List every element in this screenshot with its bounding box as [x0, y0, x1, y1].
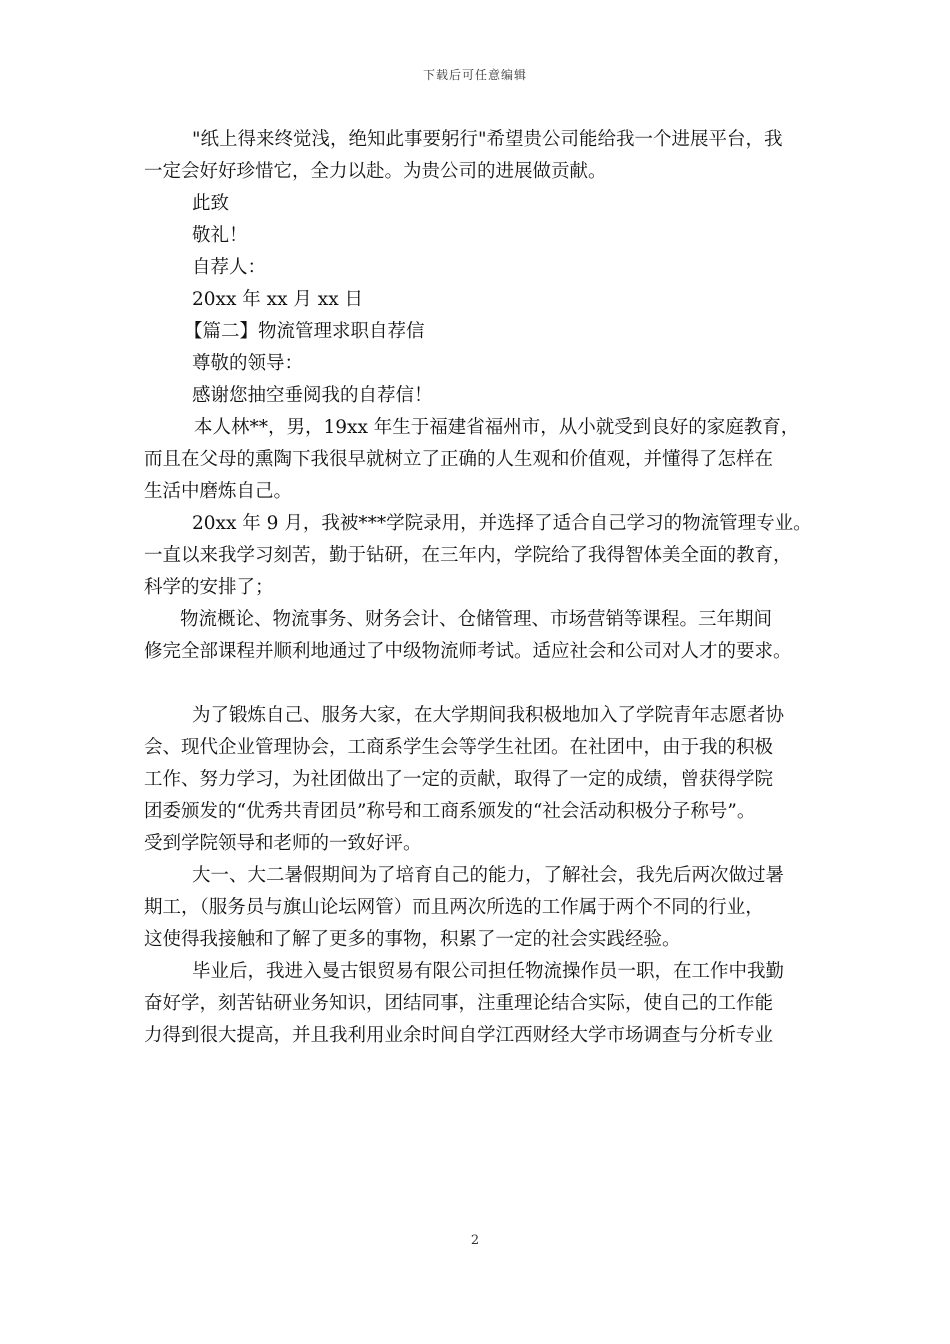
- text-line: 20xx 年 9 月，我被***学院录用，并选择了适合自己学习的物流管理专业。: [192, 513, 812, 534]
- text-line: 团委颁发的“优秀共青团员”称号和工商系颁发的“社会活动积极分子称号”。: [144, 801, 756, 822]
- text-line: 工作、努力学习，为社团做出了一定的贡献，取得了一定的成绩，曾获得学院: [144, 769, 774, 790]
- text-line: 尊敬的领导：: [192, 353, 304, 374]
- document-body: [144, 124, 816, 1052]
- text-line: 本人林**，男，19xx 年生于福建省福州市，从小就受到良好的家庭教育，: [194, 417, 800, 438]
- text-line: 科学的安排了；: [144, 577, 274, 598]
- text-line: "纸上得来终觉浅，绝知此事要躬行"希望贵公司能给我一个进展平台，我: [192, 129, 783, 150]
- page-number: 2: [470, 1233, 480, 1248]
- text-line: 此致: [192, 193, 230, 214]
- text-line: 会、现代企业管理协会，工商系学生会等学生社团。在社团中，由于我的积极: [144, 737, 774, 758]
- text-line: 20xx 年 xx 月 xx 日: [192, 289, 364, 310]
- text-line: 为了锻炼自己、服务大家，在大学期间我积极地加入了学院青年志愿者协: [192, 705, 785, 726]
- text-line: 物流概论、物流事务、财务会计、仓储管理、市场营销等课程。三年期间: [180, 609, 773, 630]
- text-line: 自荐人：: [192, 257, 267, 278]
- text-line: 受到学院领导和老师的一致好评。: [144, 833, 422, 854]
- text-line: 力得到很大提高，并且我利用业余时间自学江西财经大学市场调查与分析专业: [144, 1025, 774, 1046]
- text-line: 这使得我接触和了解了更多的事物，积累了一定的社会实践经验。: [144, 929, 681, 950]
- text-line: 敬礼！: [192, 225, 248, 246]
- text-line: 大一、大二暑假期间为了培育自己的能力，了解社会，我先后两次做过暑: [192, 865, 785, 886]
- text-line: 一定会好好珍惜它，全力以赴。为贵公司的进展做贡献。: [144, 161, 607, 182]
- text-line: 生活中磨炼自己。: [144, 481, 293, 502]
- paragraph-gap: [144, 668, 816, 700]
- text-line: 毕业后，我进入曼古银贸易有限公司担任物流操作员一职，在工作中我勤: [192, 961, 785, 982]
- text-line: 一直以来我学习刻苦，勤于钻研，在三年内，学院给了我得智体美全面的教育，: [144, 545, 792, 566]
- section-heading: 【篇二】物流管理求职自荐信: [184, 321, 425, 342]
- text-line: 奋好学，刻苦钻研业务知识，团结同事，注重理论结合实际，使自己的工作能: [144, 993, 774, 1014]
- text-line: 感谢您抽空垂阅我的自荐信！: [192, 385, 433, 406]
- text-line: 期工，（服务员与旗山论坛网管）而且两次所选的工作属于两个不同的行业，: [144, 897, 764, 918]
- text-line: 修完全部课程并顺利地通过了中级物流师考试。适应社会和公司对人才的要求。: [144, 641, 792, 662]
- page-header: 下载后可任意编辑: [422, 68, 527, 82]
- text-line: 而且在父母的熏陶下我很早就树立了正确的人生观和价值观，并懂得了怎样在: [144, 449, 774, 470]
